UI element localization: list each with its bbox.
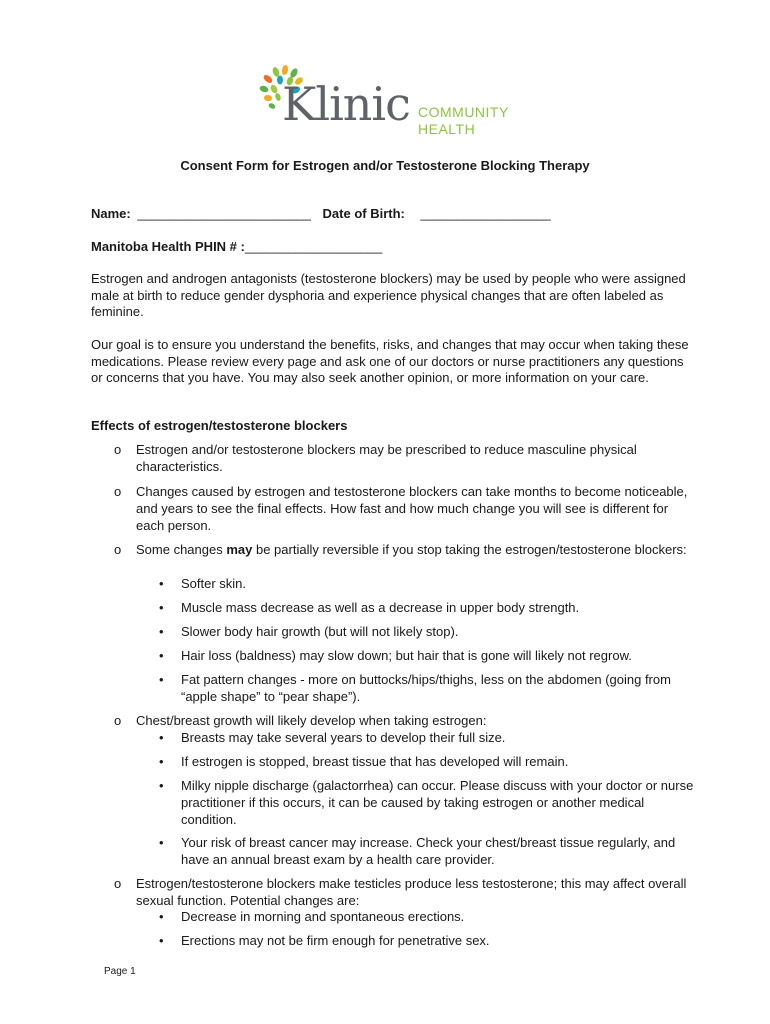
name-dob-row	[91, 206, 551, 221]
name-label: Name:	[91, 206, 131, 221]
sub-bullet-text: Erections may not be firm enough for penetrative sex.	[181, 933, 490, 948]
effects-item	[114, 713, 696, 730]
sub-bullet	[159, 600, 701, 617]
circle-bullet-icon: o	[114, 542, 122, 557]
form-title: Consent Form for Estrogen and/or Testosterone Blocking Therapy	[180, 158, 590, 173]
bullet-icon: •	[159, 730, 164, 745]
sub-bullet-text: Breasts may take several years to develop their full size.	[181, 730, 506, 745]
logo-health: HEALTH	[418, 121, 476, 137]
sub-bullet	[159, 672, 701, 706]
sub-bullet-text: Muscle mass decrease as well as a decrease in upper body strength.	[181, 600, 580, 615]
sub-bullet-text: If estrogen is stopped, breast tissue that has developed will remain.	[181, 754, 569, 769]
effects-item	[114, 442, 696, 476]
sub-bullet	[159, 648, 701, 665]
circle-bullet-icon: o	[114, 713, 122, 728]
effects-item-text: Estrogen/testosterone blockers make testicles produce less testosterone; this may affect overall sexual function. Potential changes are:	[136, 876, 687, 908]
dob-field[interactable]: __________________	[420, 206, 551, 221]
bullet-icon: •	[159, 835, 164, 850]
sub-bullet-text: Decrease in morning and spontaneous erections.	[181, 909, 465, 924]
sub-bullet	[159, 835, 701, 869]
sub-bullet-text: Milky nipple discharge (galactorrhea) can occur. Please discuss with your doctor or nurse practitioner if this occurs, it can be caused by taking estrogen or another medical condition.	[181, 778, 694, 827]
effects-item	[114, 876, 696, 910]
bullet-icon: •	[159, 624, 164, 639]
circle-bullet-icon: o	[114, 876, 122, 891]
bullet-icon: •	[159, 576, 164, 591]
sub-bullet	[159, 754, 701, 771]
sub-bullet	[159, 730, 701, 747]
dob-label: Date of Birth:	[322, 206, 405, 221]
page-number: Page 1	[104, 966, 136, 977]
bullet-icon: •	[159, 672, 164, 687]
effects-item-text-end: be partially reversible if you stop taking the estrogen/testosterone blockers:	[252, 542, 687, 557]
sub-bullet	[159, 624, 701, 641]
emphasis-may: may	[226, 542, 253, 557]
effects-item-text: Estrogen and/or testosterone blockers may be prescribed to reduce masculine physical characteristics.	[136, 442, 637, 474]
effects-item-text-start: Some changes	[136, 542, 227, 557]
sub-bullet	[159, 933, 701, 950]
phin-field[interactable]: ___________________	[244, 239, 383, 254]
phin-row	[91, 239, 382, 254]
bullet-icon: •	[159, 754, 164, 769]
effects-item	[114, 542, 696, 559]
sub-bullet	[159, 778, 701, 828]
logo-community: COMMUNITY	[418, 104, 509, 120]
sub-bullet-text: Slower body hair growth (but will not likely stop).	[181, 624, 459, 639]
circle-bullet-icon: o	[114, 484, 122, 499]
bullet-icon: •	[159, 909, 164, 924]
circle-bullet-icon: o	[114, 442, 122, 457]
sub-bullet-text: Your risk of breast cancer may increase. Check your chest/breast tissue regularly, and have an annual breast exam by a health care provider.	[181, 835, 676, 867]
effects-heading: Effects of estrogen/testosterone blockers	[91, 418, 348, 433]
bullet-icon: •	[159, 648, 164, 663]
intro-paragraph-1: Estrogen and androgen antagonists (testosterone blockers) may be used by people who were assigned male at birth to reduce gender dysphoria and experience physical changes that are often labeled as feminine.	[91, 271, 686, 320]
logo-wordmark: Klinic	[282, 77, 410, 131]
bullet-icon: •	[159, 778, 164, 793]
bullet-icon: •	[159, 600, 164, 615]
intro-paragraph-2: Our goal is to ensure you understand the benefits, risks, and changes that may occur when taking these medications. Please review every page and ask one of our doctors or nurse practitioners any questions or concerns that you have. You may also seek another opinion, or more information on your care.	[91, 337, 689, 386]
klinic-logo	[258, 64, 518, 138]
sub-bullet	[159, 909, 701, 926]
effects-item	[114, 484, 696, 534]
sub-bullet	[159, 576, 701, 593]
phin-label: Manitoba Health PHIN # :	[91, 239, 245, 254]
effects-item-text: Changes caused by estrogen and testosterone blockers can take months to become noticeable, and years to see the final effects. How fast and how much change you will see is different for each person.	[136, 484, 688, 533]
name-field[interactable]: ________________________	[137, 206, 311, 221]
sub-bullet-text: Softer skin.	[181, 576, 247, 591]
sub-bullet-text: Hair loss (baldness) may slow down; but hair that is gone will likely not regrow.	[181, 648, 632, 663]
effects-item-text: Chest/breast growth will likely develop when taking estrogen:	[136, 713, 487, 728]
sub-bullet-text: Fat pattern changes - more on buttocks/hips/thighs, less on the abdomen (going from “apple shape” to “pear shape”).	[181, 672, 671, 704]
bullet-icon: •	[159, 933, 164, 948]
